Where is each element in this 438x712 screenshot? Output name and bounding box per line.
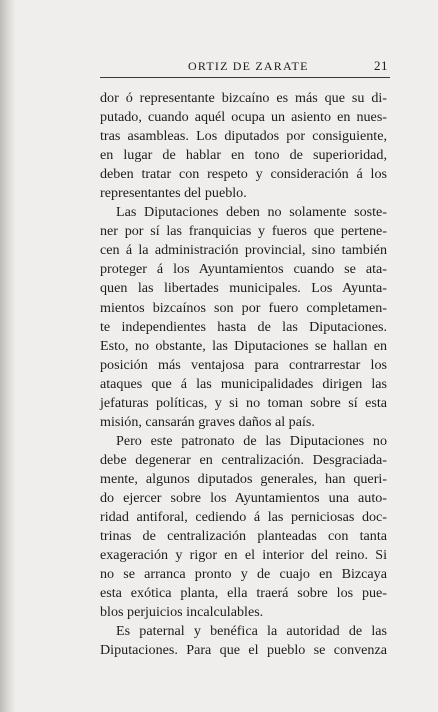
header-rule [100,77,390,78]
page-header [100,55,392,75]
text-line: cen á la administración provincial, sino también [100,242,387,259]
body-text [100,89,387,660]
text-line: mente, algunos diputados generales, han queri- [100,470,387,487]
text-line: misión, cansarán graves daños al país. [100,413,315,430]
text-line: posición más ventajosa para contrarrestar los [100,356,387,373]
text-line: te independientes hasta de las Diputaciones. [100,318,387,335]
text-line: Diputaciones. Para que el pueblo se convenza [100,642,387,659]
page-gutter-shadow [0,0,16,712]
text-line: putado, cuando aquél ocupa un asiento en nues- [100,109,387,126]
page-number: 21 [374,58,388,73]
text-line: ner por sí las franquicias y fueros que pertene- [100,223,387,240]
text-line: proteger á los Ayuntamientos cuando se ata- [100,261,387,278]
text-line: do ejercer sobre los Ayuntamientos una auto- [100,489,387,506]
text-line: jefaturas políticas, y si no toman sobre sí esta [100,394,387,411]
text-line: exageración y rigor en el interior del reino. Si [100,547,387,564]
text-line: tras asambleas. Los diputados por consiguiente, [100,128,387,145]
text-line: dor ó representante bizcaíno es más que su di- [100,90,387,106]
running-title: ORTIZ DE ZARATE [188,59,309,73]
text-line: mientos bizcaínos son por fuero completamen- [100,299,387,316]
text-line: blos perjuicios incalculables. [100,604,264,621]
text-line: quen las libertades municipales. Los Ayunta- [100,280,387,297]
text-line: Esto, no obstante, las Diputaciones se hallan en [100,337,387,354]
text-line: Pero este patronato de las Diputaciones no [116,432,387,449]
text-line: debe degenerar en centralización. Desgraciada- [100,451,387,468]
text-line: deben tratar con respeto y consideración á los [100,166,387,183]
text-line: trinas de centralización planteadas con tanta [100,528,387,545]
text-line: esta exótica planta, ella traerá sobre los pue- [100,585,387,602]
text-line: Las Diputaciones deben no solamente soste- [116,204,387,221]
text-line: ridad antiforal, cediendo á las perniciosas doc- [100,509,387,526]
text-line: Es paternal y benéfica la autoridad de las [116,623,387,640]
text-line: ataques que á las municipalidades dirigen las [100,375,387,392]
text-line: en lugar de hablar en tono de superioridad, [100,147,387,164]
text-line: no se arranca pronto y de cuajo en Bizcaya [100,566,387,583]
text-line: representantes del pueblo. [100,185,247,202]
